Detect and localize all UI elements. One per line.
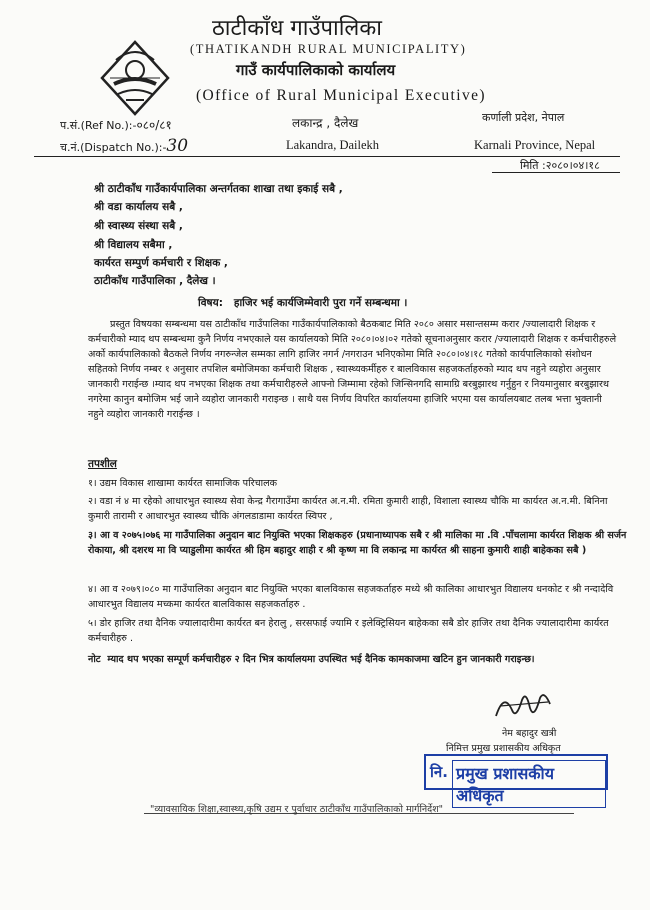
office-nepali: गाउँ कार्यपालिकाको कार्यालय <box>236 61 396 79</box>
ref-number <box>60 116 172 133</box>
dispatch-label: च.नं.(Dispatch No.):- <box>60 141 167 154</box>
office-english: (Office of Rural Municipal Executive) <box>196 87 486 104</box>
body-paragraph: प्रस्तुत विषयका सम्बन्धमा यस ठाटीकाँध गाउँपालिका गाउँकार्यपालिकाको बैठकबाट मिति २०८० असार मसान्तसम्म करार /ज्यालादारी शिक्षक र कर्मचारीको म्याद थप सम्बन्धमा कुनै निर्णय नभएकाले यस कार्यालयको मिति २०८०।०४।०२ गतेको सूचनाअनुसार करार /ज्यालादारी शिक्षक र कर्मचारीहरुले अर्को कार्यपालिकाको बैठकले निर्णय नगरुन्जेल सम्मका लागि हाजिर नगर्न /नगराउन भनिएकोमा मिति २०८०।०४।१८ गतेको कार्यपालिकाको संशोधन सहितको निर्णय नम्बर १ अनुसार तपशिल बमोजिमका कर्मचारी शिक्षक , स्वास्थ्यकर्मीहरु र बालविकास सहजकर्ताहरुको म्याद थप नहुने व्यहोरा अनुसार जानकारी गराईन्छ ।म्याद थप नभएका शिक्षक तथा कर्मचारीहरुले आफ्नो जिम्मामा रहेको जिन्सिनगदि सामाग्रि बरबुझारथ गर्नुहुन र नियमानुसार बरबुझारथ नगरेमा कानुन बमोजिम भई जाने व्यहोरा जानकारी गराइन्छ । साथै यस निर्णय विपरित कार्यालयमा हाजिरि भएमा यस कार्यालयबाट तलब भत्ता भुक्तानी नहुने व्यहोरा जानकारी गराईन्छ । <box>88 319 617 420</box>
dispatch-value: 30 <box>166 136 189 156</box>
province-nepali: कर्णाली प्रदेश, नेपाल <box>482 111 565 124</box>
recipient-line: श्री ठाटीकाँध गाउँकार्यपालिका अन्तर्गतका शाखा तथा इकाई सबै , <box>94 183 343 195</box>
municipality-emblem-logo <box>96 38 174 118</box>
recipient-line: ठाटीकाँध गाउँपालिका , दैलेख । <box>94 275 216 287</box>
address-nepali: लकान्द्र , दैलेख <box>292 116 359 130</box>
stamp-prefix: नि. <box>430 763 448 781</box>
title-nepali: ठाटीकाँध गाउँपालिका <box>212 16 382 41</box>
details-item: ४। आ व २०७९।०८० मा गाउँपालिका अनुदान बाट नियुक्ति भएका बालविकास सहजकर्ताहरु मध्ये श्री कालिका आधारभुत विद्यालय धनकोट र श्री नन्दादेवि आधारभुत विद्यालय मच्कमा कार्यरत बालविकास सहजकर्ताहरु . <box>88 584 614 610</box>
note-paragraph <box>88 652 628 667</box>
date-label: मिति : <box>520 159 546 172</box>
recipient-line: श्री विद्यालय सबैमा , <box>94 239 173 251</box>
details-item: ५। डोर हाजिर तथा दैनिक ज्यालादारीमा कार्यरत बन हेरालु , सरसफाई ज्यामि र इलेक्ट्रिसियन बाहेकका सबै डोर हाजिर तथा दैनिक ज्यालादारीमा कार्यरत कर्मचारीहरु . <box>88 618 609 644</box>
ref-label: प.सं.(Ref No.):- <box>60 119 137 132</box>
date-value: २०८०।०४।१८ <box>545 159 600 172</box>
details-item: १। उद्यम विकास शाखामा कार्यरत सामाजिक परिचालक <box>88 478 277 489</box>
details-heading: तपशील <box>88 458 117 470</box>
subject-text: हाजिर भई कार्यजिम्मेवारी पुरा गर्ने सम्बन्धमा । <box>233 297 408 309</box>
footer-motto: "व्यावसायिक शिक्षा,स्वास्थ्य,कृषि उद्यम र पुर्वाधार ठाटीकाँध गाउँपालिकाको मार्गनिर्देश" <box>150 804 444 815</box>
handwritten-signature <box>490 686 560 726</box>
date-underline <box>492 172 620 173</box>
official-stamp <box>424 754 608 805</box>
address-english: Lakandra, Dailekh <box>286 138 380 152</box>
note-text: म्याद थप भएका सम्पूर्ण कर्मचारीहरु २ दिन भित्र कार्यालयमा उपस्थित भई दैनिक कामकाजमा खटिन हुन जानकारी गराइन्छ। <box>107 654 535 665</box>
signatory-name: नेम बहादुर खत्री <box>502 728 557 739</box>
recipient-line: कार्यरत सम्पुर्ण कर्मचारी र शिक्षक , <box>94 257 228 269</box>
recipient-line: श्री स्वास्थ्य संस्था सबै , <box>94 220 183 232</box>
dispatch-number <box>60 136 188 156</box>
province-english: Karnali Province, Nepal <box>474 138 596 152</box>
signatory-designation: निमित्त प्रमुख प्रशासकीय अधिकृत <box>446 743 561 754</box>
letter-date <box>520 158 600 173</box>
subject-label: विषय: <box>198 297 223 309</box>
recipient-line: श्री वडा कार्यालय सबै , <box>94 201 183 213</box>
subject-line <box>198 296 407 310</box>
ref-value: ०८०/८१ <box>136 118 172 132</box>
stamp-text: प्रमुख प्रशासकीय अधिकृत <box>452 760 606 808</box>
title-english: (THATIKANDH RURAL MUNICIPALITY) <box>190 42 467 56</box>
note-label: नोट <box>88 654 101 665</box>
header-divider <box>34 156 620 157</box>
details-item: ३। आ व २०७५।०७६ मा गाउँपालिका अनुदान बाट नियुक्ति भएका शिक्षकहरु (प्रधानाध्यापक सबै र श्री मालिका मा .वि .पाँचलामा कार्यरत शिक्षक श्री सर्जन रोकाया, श्री दशरथ मा वि प्याडुलीमा कार्यरत श्री हिम बहादुर शाही र श्री कृष्ण मा वि लकान्द्र मा कार्यरत श्री साहना कुमारी शाही बाहेकका सबै ) <box>88 530 627 556</box>
details-item: २। वडा नं ४ मा रहेको आधारभुत स्वास्थ्य सेवा केन्द्र गैरागाउँमा कार्यरत अ.न.मी. रमिता कुमारी शाही, विशाला स्वास्थ्य चौकि मा कार्यरत अ.न.मी. बिनिना कुमारी तारामी र आधारभुत स्वास्थ्य चौकि अंगलडाडामा कार्यरत स्विपर , <box>88 496 608 522</box>
